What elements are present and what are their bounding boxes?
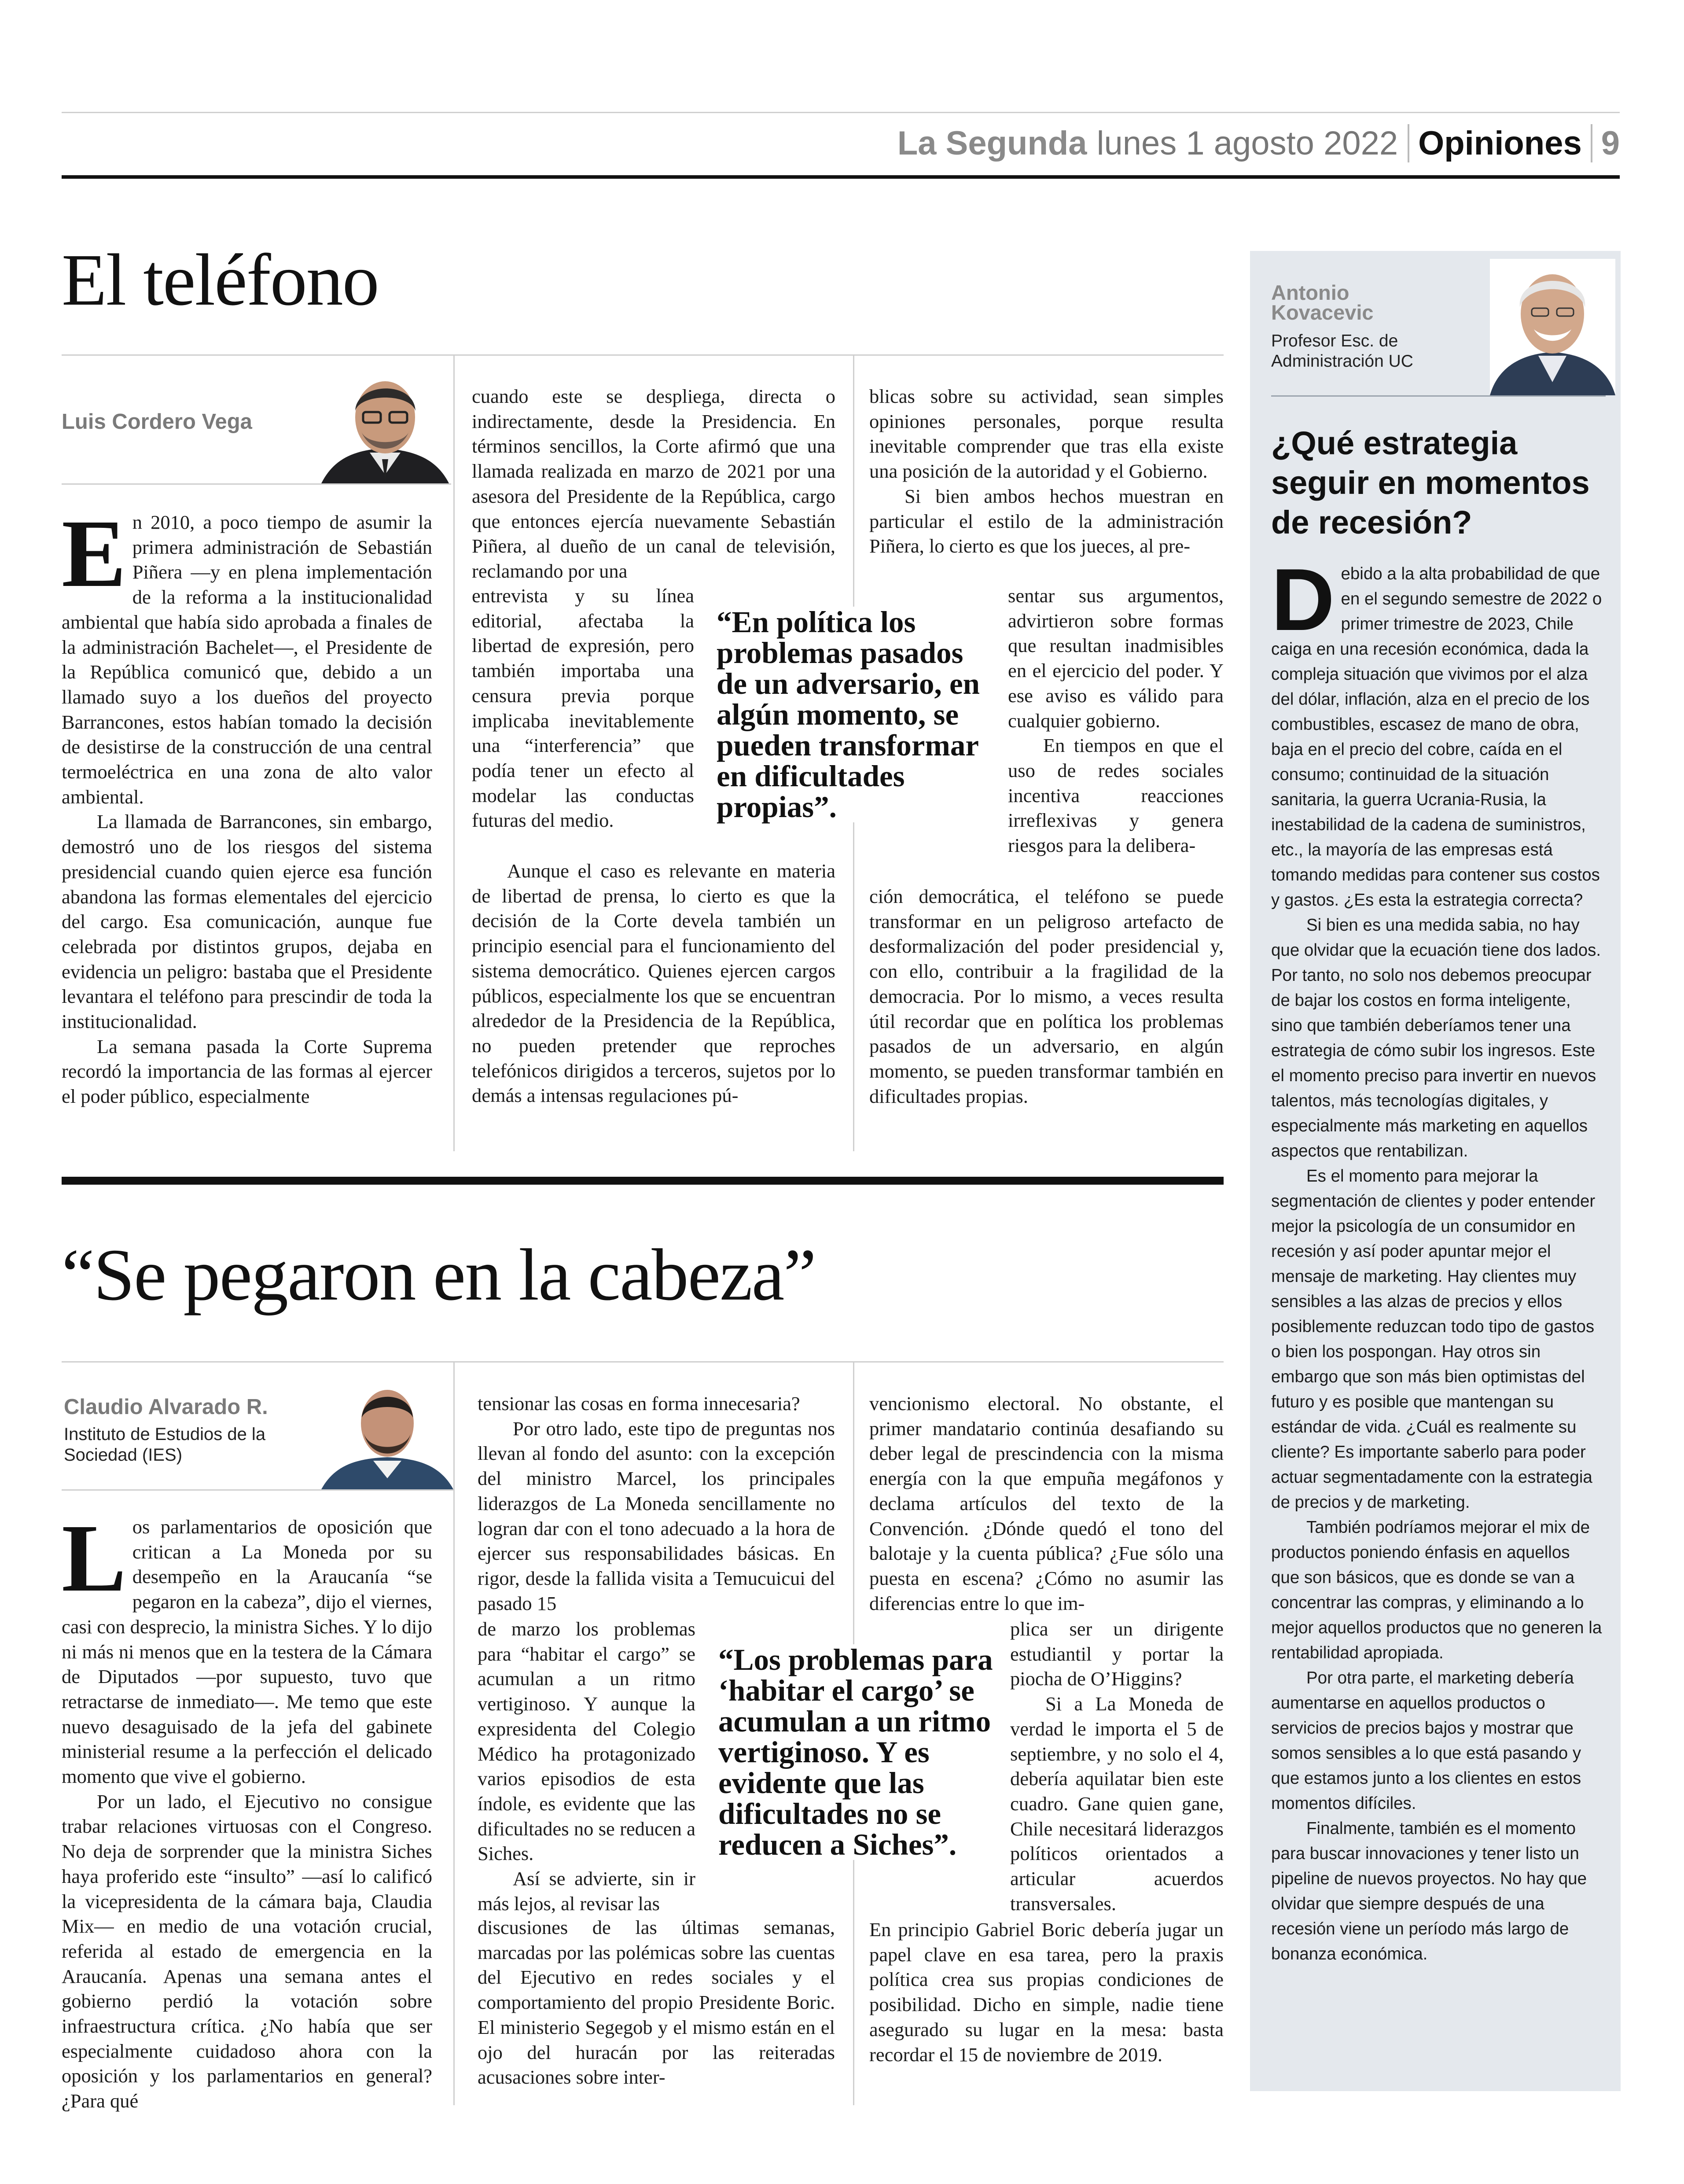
article-2-author-photo xyxy=(321,1377,453,1489)
article-2-column-2-top xyxy=(478,1391,835,1616)
article-2-pullquote: “Los problemas para ‘habitar el cargo’ se acumulan a un ritmo vertiginoso. Y es evidente que las dificultades no se reducen a Siches”. xyxy=(718,1644,1000,1860)
article-2-column-3-bottom xyxy=(869,1917,1224,2067)
article-2-paragraph: En principio Gabriel Boric debería jugar un papel clave en esa tarea, pero la praxis política crea sus propias condiciones de posibilidad. Dicho en simple, nadie tiene asegurado su lugar en la mesa: basta recordar el 15 de noviembre de 2019. xyxy=(869,1919,1224,2066)
newspaper-name: La Segunda xyxy=(897,124,1087,162)
article-2-paragraph: Así se advierte, sin ir más lejos, al revisar las xyxy=(478,1867,695,1915)
sidebar-paragraph: También podríamos mejorar el mix de productos poniendo énfasis en aquellos que son básicos, que es donde se van a concentrar las compras, y eliminando a lo mejor aquellos productos que no generen la rentabilidad apropiada. xyxy=(1271,1518,1602,1662)
article-1-paragraph: ción democrática, el teléfono se puede transformar en un peligroso artefacto de desformalización del poder presidencial y, con ello, contribuir a la fragilidad de la democracia. Por lo mismo, a veces resulta útil recordar que en política los problemas pasados de un adversario, en algún momento, se pueden transformar también en dificultades propias. xyxy=(869,885,1224,1107)
author-portrait-icon xyxy=(321,1377,453,1489)
article-2-paragraph: plica ser un dirigente estudiantil y portar la piocha de O’Higgins? xyxy=(1010,1618,1224,1690)
author-portrait-icon xyxy=(317,369,453,483)
article-2-paragraph: tensionar las cosas en forma innecesaria? xyxy=(478,1392,800,1414)
section-divider-bar xyxy=(62,1177,1224,1185)
masthead-rule xyxy=(62,175,1620,179)
article-1-column-3-top xyxy=(869,384,1224,559)
article-1-column-2-bottom xyxy=(472,858,835,1108)
article-2-column-3-wrap xyxy=(1010,1617,1224,1916)
article-1-paragraph: cuando este se despliega, directa o indirectamente, desde la Presidencia. En términos sencillos, la Corte afirmó que una llamada realizada en marzo de 2021 por una asesora del Presidente de la República, cargo que entonces ejercía nuevamente Sebastián Piñera, al dueño de un canal de televisión, reclamando por una xyxy=(472,385,835,582)
article-1-byline-rule xyxy=(62,483,451,485)
article-1-column-3-bottom xyxy=(869,884,1224,1109)
article-2-paragraph: de marzo los problemas para “habitar el cargo” se acumulan a un ritmo vertiginoso. Y aunque la expresidenta del Colegio Médico ha protagonizado varios episodios de esta índole, es evidente que las dificultades no se reducen a Siches. xyxy=(478,1618,695,1865)
article-1-paragraph: La llamada de Barrancones, sin embargo, demostró uno de los riesgos del sistema presidencial cuando quien ejerce esa función abandona las formas elementales del ejercicio del cargo. Esa comunicación, aunque fue celebrada por distintos grupos, dejaba en evidencia un peligro: bastaba que el Presidente levantara el teléfono para prescindir de toda la institucionalidad. xyxy=(62,810,432,1033)
article-2-dropcap: L xyxy=(62,1504,126,1612)
article-2-column-1 xyxy=(62,1504,433,2114)
article-2-byline-rule xyxy=(62,1489,453,1491)
article-1-dropcap: E xyxy=(62,500,126,607)
article-2-paragraph: vencionismo electoral. No obstante, el primer mandatario continúa desafiando su deber legal de prescindencia con la misma energía con la que empuña megáfonos y declama artículos del texto de la Convención. ¿Dónde quedó el tono del balotaje y la cuenta pública? ¿Fue sólo una puesta en escena? ¿Cómo no asumir las diferencias entre lo que im- xyxy=(869,1392,1224,1614)
article-1-column-2-wrap xyxy=(472,583,694,833)
sidebar-body xyxy=(1271,551,1602,1967)
article-2-paragraph: Por un lado, el Ejecutivo no consigue trabar relaciones virtuosas con el Congreso. No deja de sorprender que la ministra Siches haya proferido este “insulto” —así lo calificó la vicepresidenta de la cámara baja, Claudia Mix— en medio de una votación crucial, referida al estado de emergencia en la Araucanía. Apenas una semana antes el gobierno perdió la votación sobre infraestructura crítica. ¿No había que ser especialmente cuidadoso ahora con la oposición y los parlamentarios en general? ¿Para qué xyxy=(62,1790,432,2112)
sidebar-paragraph: Finalmente, también es el momento para buscar innovaciones y tener listo un pipeline de nuevos proyectos. No hay que olvidar que siempre después de una recesión viene un período más largo de bonanza económica. xyxy=(1271,1819,1587,1963)
article-2-paragraph: Por otro lado, este tipo de preguntas nos llevan al fondo del asunto: con la excepción del ministro Marcel, los principales liderazgos de La Moneda sencillamente no logran dar con el tono adecuado a la hora de ejercer sus responsabilidades básicas. En rigor, desde la fallida visita a Temucuicui del pasado 15 xyxy=(478,1417,835,1614)
article-2-headline-rule xyxy=(62,1361,1224,1363)
article-1-column-1 xyxy=(62,500,432,1109)
article-1-column-divider-1 xyxy=(453,354,455,1151)
sidebar-paragraph: Es el momento para mejorar la segmentación de clientes y poder entender mejor la psicología de un consumidor en recesión y así poder apuntar mejor el mensaje de marketing. Hay clientes muy sensibles a las alzas de precios y ellos posiblemente reduzcan todo tipo de gastos o bien los pospongan. Hay otros sin embargo que son más bien optimistas del futuro y es posible que mantengan su estándar de vida. ¿Cuál es realmente su cliente? Es importante saberlo para poder actuar segmentadamente con la estrategia de precios y de marketing. xyxy=(1271,1167,1596,1512)
article-2-column-divider-1 xyxy=(453,1361,455,2105)
article-1-paragraph: blicas sobre su actividad, sean simples opiniones personales, porque resulta inevitable comprender que tras ella existe una posición de la autoridad y el Gobierno. xyxy=(869,385,1224,482)
article-1-pullquote: “En política los problemas pasados de un adversario, en algún momento, se pueden transformar en dificultades propias”. xyxy=(717,607,998,822)
article-1-paragraph: En tiempos en que el uso de redes sociales incentiva reacciones irreflexivas y genera riesgos para la delibera- xyxy=(1008,734,1224,857)
sidebar-dropcap: D xyxy=(1271,551,1335,649)
sidebar-author-affiliation: Profesor Esc. de Administración UC xyxy=(1271,331,1413,371)
article-1-paragraph: entrevista y su línea editorial, afectaba la libertad de expresión, pero también importaba una censura previa porque implicaba inevitablemente una “interferencia” que podía tener un efecto al modelar las conductas futuras del medio. xyxy=(472,585,694,832)
sidebar-paragraph: Por otra parte, el marketing debería aumentarse en aquellos productos o servicios de precios bajos y mostrar que somos sensibles a lo que está pasando y que estamos junto a los clientes en estos momentos difíciles. xyxy=(1271,1668,1581,1813)
article-2-column-3-top xyxy=(869,1391,1224,1616)
article-2-paragraph: discusiones de las últimas semanas, marcadas por las polémicas sobre las cuentas del Ejecutivo en redes sociales y el comportamiento del propio Presidente Boric. El ministerio Segegob y el mismo están en el ojo del huracán por las reiteradas acusaciones sobre inter- xyxy=(478,1916,835,2088)
article-2-paragraph: Si a La Moneda de verdad le importa el 5 de septiembre, y no solo el 4, debería aquilatar bien este cuadro. Gane quien gane, Chile necesitará liderazgos políticos orientados a articular acuerdos transversales. xyxy=(1010,1693,1224,1915)
article-1-paragraph: n 2010, a poco tiempo de asumir la primera administración de Sebastián Piñera —y en plena implementación de la reforma a la institucionalidad ambiental que había sido aprobada a finales de la administración Bachelet—, el Presidente de la República comunicó que, debido a un llamado suyo a los dueños del proyecto Barrancones, estos habían tomado la decisión de desistirse de la construcción de una central termoeléctrica en una zona de alto valor ambiental. xyxy=(62,511,432,808)
article-1-paragraph: La semana pasada la Corte Suprema recordó la importancia de las formas al ejercer el poder público, especialmente xyxy=(62,1035,432,1108)
article-2-column-2-wrap xyxy=(478,1617,695,1916)
article-2-column-2-bottom xyxy=(478,1915,835,2090)
article-1-column-3-wrap xyxy=(1008,583,1224,858)
article-1-author: Luis Cordero Vega xyxy=(62,410,252,434)
author-portrait-icon xyxy=(1490,259,1615,395)
article-1-column-2-top xyxy=(472,384,835,584)
sidebar-paragraph: Si bien es una medida sabia, no hay que olvidar que la ecuación tiene dos lados. Por tanto, no solo nos debemos preocupar de bajar los costos en forma inteligente, sino que también deberíamos tener una estrategia de cómo subir los ingresos. Este el momento preciso para invertir en nuevos talentos, más tecnologías digitales, y especialmente más marketing en aquellos aspectos que rentabilizan. xyxy=(1271,916,1601,1160)
article-1-headline-rule xyxy=(62,354,1224,356)
article-2-author: Claudio Alvarado R. xyxy=(64,1395,268,1419)
article-2-paragraph: os parlamentarios de oposición que critican a La Moneda por su desempeño en la Araucanía “se pegaron en la cabeza”, dijo el viernes, casi con desprecio, la ministra Siches. Y lo dijo ni más ni menos que en la testera de la Cámara de Diputados —por supuesto, tuvo que retractarse de inmediato—. Me temo que este nuevo desaguisado de la jefa del gabinete ministerial resume a la perfección el delicado momento que vive el gobierno. xyxy=(62,1516,433,1788)
article-1-paragraph: Aunque el caso es relevante en materia de libertad de prensa, lo cierto es que la decisión de la Corte devela también un principio esencial para el funcionamiento del sistema democrático. Quienes ejercen cargos públicos, especialmente los que se encuentran alrededor de la Presidencia de la República, no pueden pretender que reproches telefónicos dirigidos a terceros, sujetos por lo demás a intensas regulaciones pú- xyxy=(472,860,835,1107)
page-number: 9 xyxy=(1591,124,1620,162)
article-1-paragraph: sentar sus argumentos, advirtieron sobre formas que resultan inadmisibles en el ejercicio del poder. Y ese aviso es válido para cualquier gobierno. xyxy=(1008,585,1224,732)
sidebar-author-first: Antonio xyxy=(1271,281,1349,304)
sidebar-author-photo xyxy=(1490,259,1615,395)
issue-date: lunes 1 agosto 2022 xyxy=(1096,124,1398,162)
masthead xyxy=(897,112,1620,174)
section-name: Opiniones xyxy=(1408,124,1582,162)
sidebar-byline-rule xyxy=(1271,395,1606,397)
sidebar-headline: ¿Qué estrategia seguir en momentos de recesión? xyxy=(1271,425,1590,541)
article-2-author-affiliation: Instituto de Estudios de la Sociedad (IES) xyxy=(64,1425,266,1465)
sidebar-author-last: Kovacevic xyxy=(1271,301,1374,324)
article-1-headline: El teléfono xyxy=(62,239,379,321)
sidebar-paragraph: ebido a la alta probabilidad de que en el segundo semestre de 2022 o primer trimestre de 2023, Chile caiga en una recesión económica, dada la compleja situación que vivimos por el alza del dólar, inflación, alza en el precio de los combustibles, escasez de mano de obra, baja en el precio del cobre, caída en el consumo; continuidad de la situación sanitaria, la guerra Ucrania-Rusia, la inestabilidad de la cadena de suministros, etc., la mayoría de las empresas está tomando medidas para contener sus costos y gastos. ¿Es esta la estrategia correcta? xyxy=(1271,564,1602,910)
article-1-paragraph: Si bien ambos hechos muestran en particular el estilo de la administración Piñera, lo cierto es que los jueces, al pre- xyxy=(869,485,1224,557)
article-1-author-photo xyxy=(317,369,453,483)
article-2-headline: “Se pegaron en la cabeza” xyxy=(62,1234,816,1316)
